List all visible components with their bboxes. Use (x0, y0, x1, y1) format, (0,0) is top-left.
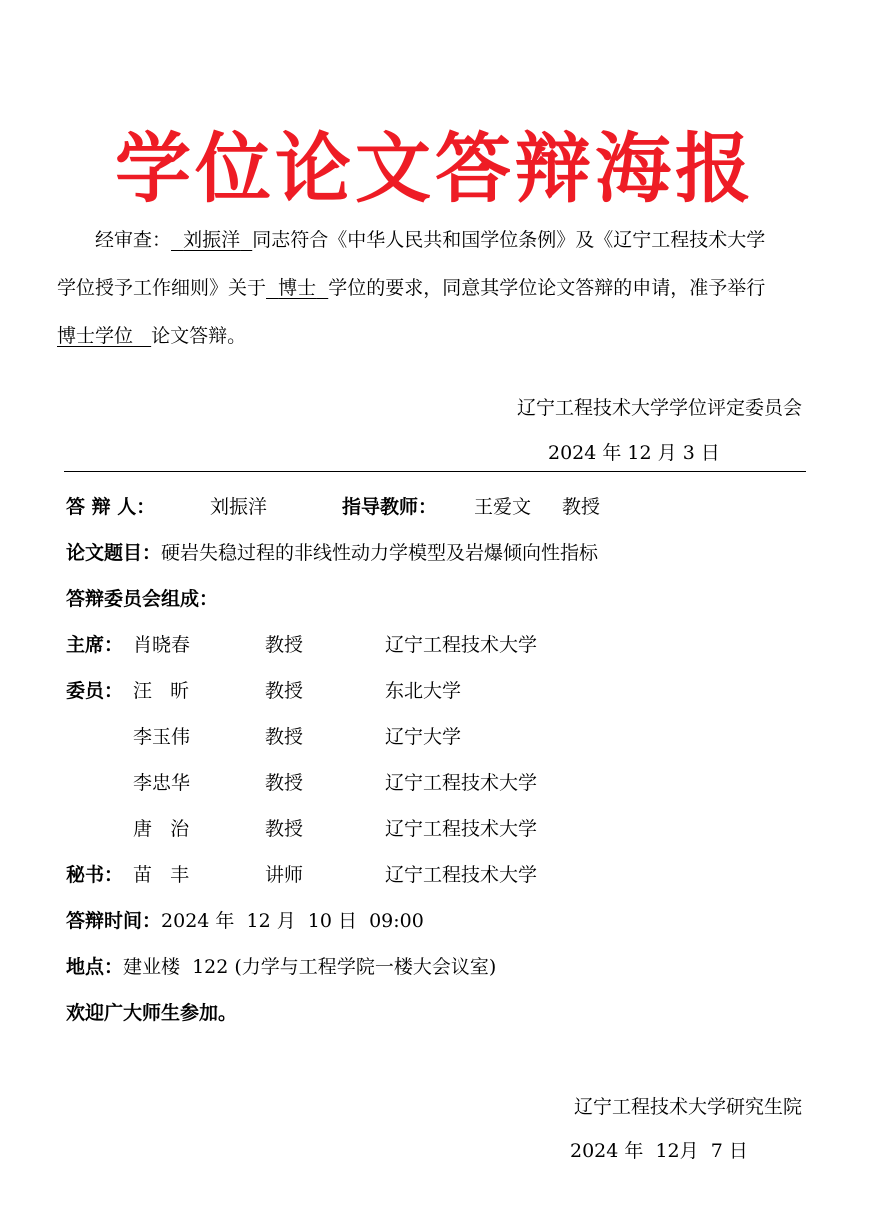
member-title: 教授 (265, 772, 304, 794)
member-title: 教授 (265, 680, 304, 702)
member-role: 主席： (66, 634, 124, 656)
member-org: 辽宁工程技术大学 (385, 634, 538, 656)
location-value: 建业楼 122 (力学与工程学院一楼大会议室) (123, 956, 497, 978)
advisor-title: 教授 (562, 496, 601, 518)
member-name: 李忠华 (133, 772, 191, 794)
member-title: 教授 (265, 726, 304, 748)
review-prefix: 经审查： (95, 229, 172, 251)
committee-heading: 答辩委员会组成： (66, 588, 219, 610)
member-name: 肖晓春 (133, 634, 191, 656)
member-name: 李玉伟 (133, 726, 191, 748)
time-value: 2024 年 12 月 10 日 09:00 (161, 910, 424, 932)
member-name: 汪 昕 (133, 680, 190, 702)
thesis-label: 论文题目： (66, 542, 162, 564)
member-role: 委员： (66, 680, 124, 702)
member-org: 辽宁工程技术大学 (385, 772, 538, 794)
degree-full-underlined (57, 325, 151, 347)
divider (64, 471, 806, 472)
member-org: 辽宁大学 (385, 726, 462, 748)
member-title: 教授 (265, 634, 304, 656)
member-org: 东北大学 (385, 680, 462, 702)
time-row (66, 906, 424, 936)
advisor-name: 王爱文 (474, 496, 532, 518)
review-text-4: 论文答辩。 (151, 325, 247, 347)
page-title: 学位论文答辩海报 (115, 124, 755, 213)
time-label: 答辩时间： (66, 910, 162, 932)
review-text-3: 学位的要求，同意其学位论文答辩的申请，准予举行 (328, 277, 766, 299)
location-row (66, 952, 496, 982)
thesis-title: 硬岩失稳过程的非线性动力学模型及岩爆倾向性指标 (161, 542, 599, 564)
review-paragraph (57, 216, 817, 360)
member-org: 辽宁工程技术大学 (385, 818, 538, 840)
committee-date: 2024 年 12 月 3 日 (548, 442, 720, 464)
review-text-1: 同志符合《中华人民共和国学位条例》及《辽宁工程技术大学 (252, 229, 766, 251)
member-name: 苗 丰 (133, 864, 190, 886)
member-role: 秘书： (66, 864, 124, 886)
location-label: 地点： (66, 956, 124, 978)
defender-name: 刘振洋 (210, 496, 268, 518)
thesis-row (66, 538, 598, 568)
defender-label: 答 辩 人： (66, 496, 156, 518)
review-line-1 (57, 216, 817, 264)
advisor-label: 指导教师： (342, 496, 438, 518)
candidate-name: 刘振洋 (183, 229, 241, 251)
member-title: 教授 (265, 818, 304, 840)
issue-date: 2024 年 12月 7 日 (570, 1140, 748, 1162)
issuer: 辽宁工程技术大学研究生院 (573, 1096, 802, 1118)
review-text-2: 学位授予工作细则》关于 (57, 277, 267, 299)
committee-signature: 辽宁工程技术大学学位评定委员会 (516, 397, 802, 419)
member-title: 讲师 (265, 864, 304, 886)
degree-underlined (266, 277, 328, 299)
candidate-name-underlined (171, 229, 252, 251)
welcome-text: 欢迎广大师生参加。 (66, 1002, 238, 1024)
member-org: 辽宁工程技术大学 (385, 864, 538, 886)
degree: 博士 (278, 277, 317, 299)
degree-full: 博士学位 (57, 325, 134, 347)
member-name: 唐 治 (133, 818, 190, 840)
